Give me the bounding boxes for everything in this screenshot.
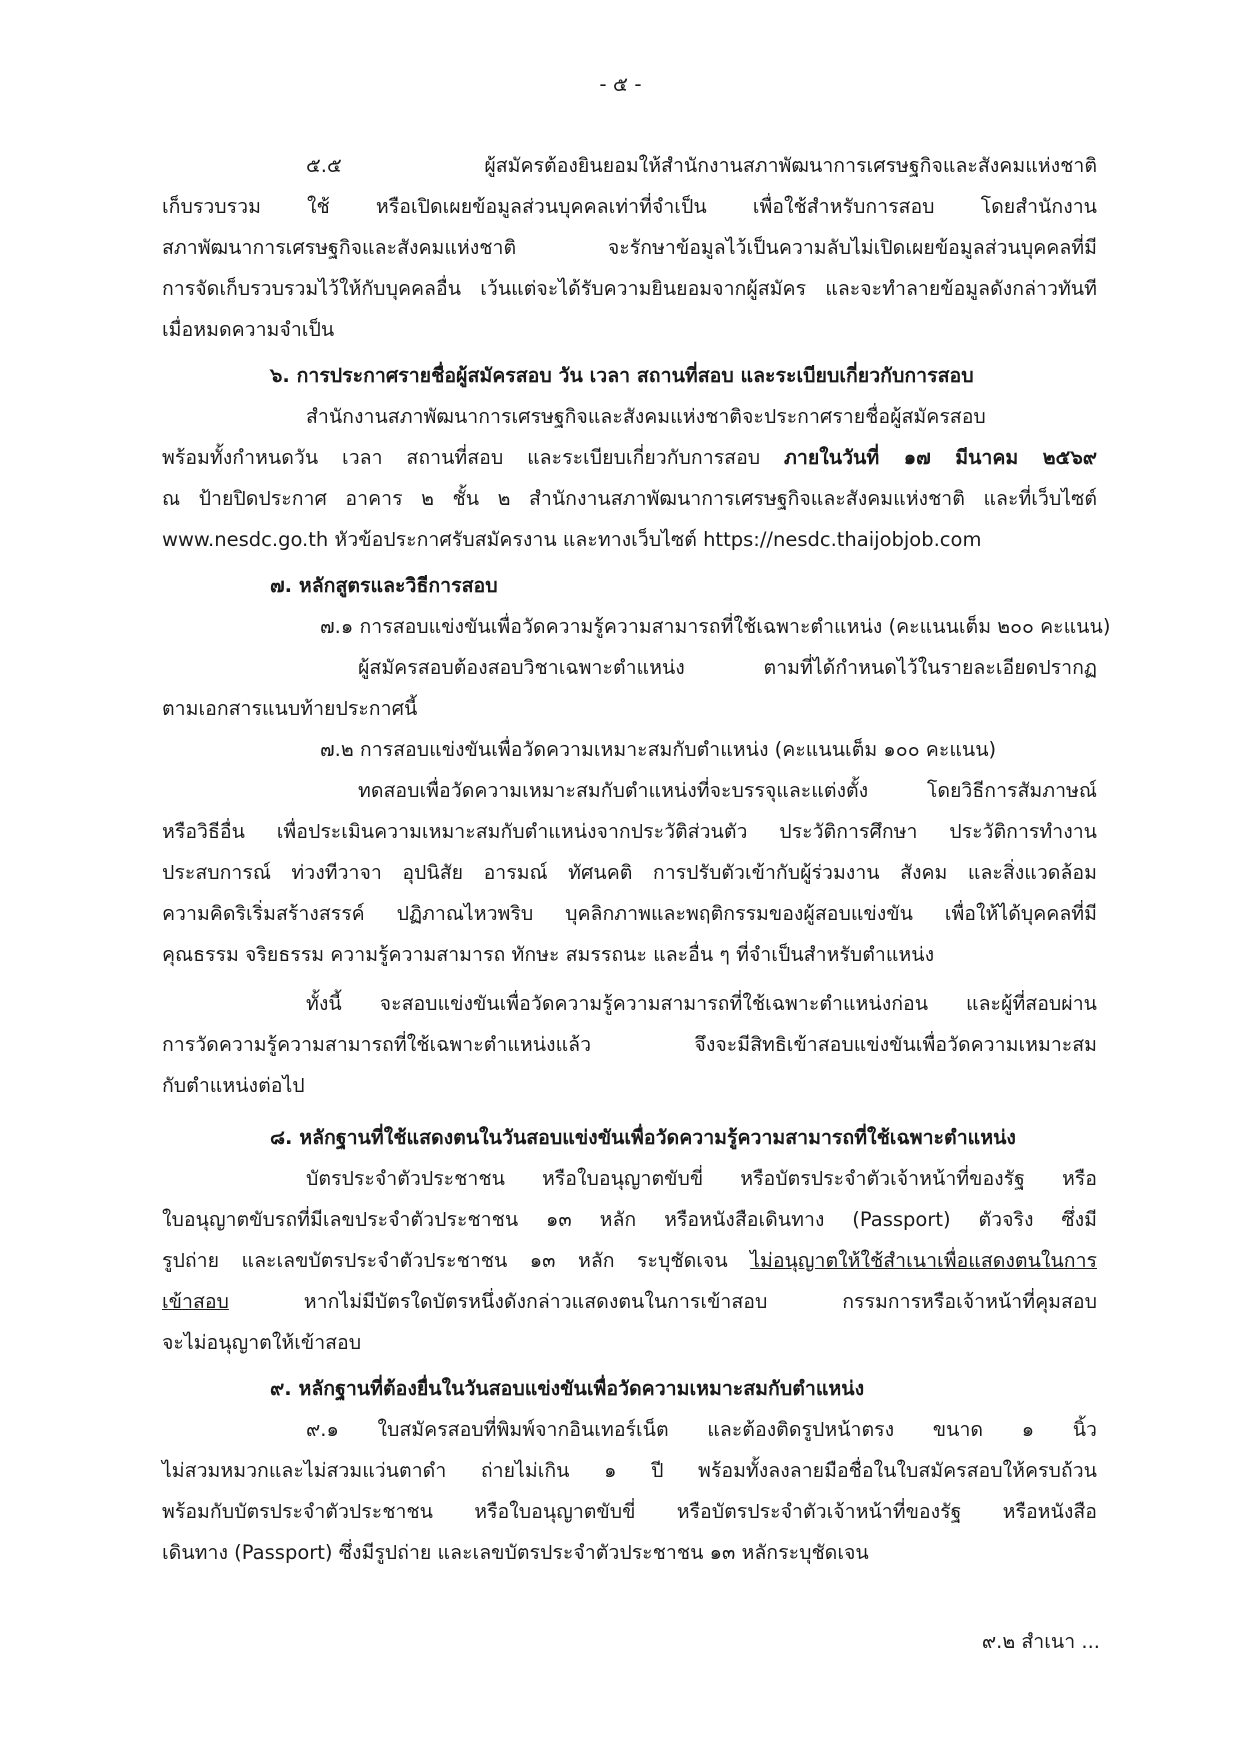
- s7-2-line-4: ความคิดริเริ่มสร้างสรรค์ ปฏิภาณไหวพริบ บุคลิกภาพและพฤติกรรมของผู้สอบแข่งขัน เพื่อให้ได้บุคคลที่มี: [162, 902, 1097, 925]
- s5-5-line-5: เมื่อหมดความจำเป็น: [162, 318, 335, 341]
- s8-line-4: เข้าสอบ หากไม่มีบัตรใดบัตรหนึ่งดังกล่าวแสดงตนในการเข้าสอบ กรรมการหรือเจ้าหน้าที่คุมสอบ: [162, 1290, 1097, 1313]
- s6-heading: ๖. การประกาศรายชื่อผู้สมัครสอบ วัน เวลา สถานที่สอบ และระเบียบเกี่ยวกับการสอบ: [270, 364, 974, 387]
- s6-line-3: ณ ป้ายปิดประกาศ อาคาร ๒ ชั้น ๒ สำนักงานสภาพัฒนาการเศรษฐกิจและสังคมแห่งชาติ และที่เว็บไซต์: [162, 487, 1097, 510]
- s6-line-1: สำนักงานสภาพัฒนาการเศรษฐกิจและสังคมแห่งชาติจะประกาศรายชื่อผู้สมัครสอบ: [306, 405, 986, 428]
- s7-1-heading: ๗.๑ การสอบแข่งขันเพื่อวัดความรู้ความสามารถที่ใช้เฉพาะตำแหน่ง (คะแนนเต็ม ๒๐๐ คะแนน): [320, 615, 1111, 638]
- page-number: - ๕ -: [599, 72, 642, 96]
- s5-5-line-1: ๕.๕ ผู้สมัครต้องยินยอมให้สำนักงานสภาพัฒนาการเศรษฐกิจและสังคมแห่งชาติ: [306, 154, 1097, 177]
- s8-heading: ๘. หลักฐานที่ใช้แสดงตนในวันสอบแข่งขันเพื่อวัดความรู้ความสามารถที่ใช้เฉพาะตำแหน่ง: [270, 1126, 1016, 1149]
- s9-line-2: ไม่สวมหมวกและไม่สวมแว่นตาดำ ถ่ายไม่เกิน ๑ ปี พร้อมทั้งลงลายมือชื่อในใบสมัครสอบให้ครบถ้วน: [162, 1459, 1097, 1482]
- s7-2-line-3: ประสบการณ์ ท่วงทีวาจา อุปนิสัย อารมณ์ ทัศนคติ การปรับตัวเข้ากับผู้ร่วมงาน สังคม และสิ่งแวดล้อม: [162, 861, 1097, 884]
- next-page-continuation: ๙.๒ สำเนา ...: [981, 1630, 1100, 1653]
- s7-2-line-2: หรือวิธีอื่น เพื่อประเมินความเหมาะสมกับตำแหน่งจากประวัติส่วนตัว ประวัติการศึกษา ประวัติการทำงาน: [162, 820, 1097, 843]
- s7-1-line-1: ผู้สมัครสอบต้องสอบวิชาเฉพาะตำแหน่ง ตามที่ได้กำหนดไว้ในรายละเอียดปรากฏ: [358, 656, 1097, 679]
- s7-note-line-1: ทั้งนี้ จะสอบแข่งขันเพื่อวัดความรู้ความสามารถที่ใช้เฉพาะตำแหน่งก่อน และผู้ที่สอบผ่าน: [306, 992, 1097, 1015]
- s7-heading: ๗. หลักสูตรและวิธีการสอบ: [270, 574, 498, 597]
- s9-line-1: ๙.๑ ใบสมัครสอบที่พิมพ์จากอินเทอร์เน็ต และต้องติดรูปหน้าตรง ขนาด ๑ นิ้ว: [306, 1418, 1097, 1441]
- s7-2-heading: ๗.๒ การสอบแข่งขันเพื่อวัดความเหมาะสมกับตำแหน่ง (คะแนนเต็ม ๑๐๐ คะแนน): [320, 738, 997, 761]
- s7-note-line-3: กับตำแหน่งต่อไป: [162, 1074, 305, 1097]
- s7-note-line-2: การวัดความรู้ความสามารถที่ใช้เฉพาะตำแหน่งแล้ว จึงจะมีสิทธิเข้าสอบแข่งขันเพื่อวัดความเหมาะสม: [162, 1033, 1097, 1056]
- s8-exam-entry: เข้าสอบ: [162, 1290, 229, 1313]
- s8-line-3: รูปถ่าย และเลขบัตรประจำตัวประชาชน ๑๓ หลัก ระบุชัดเจน ไม่อนุญาตให้ใช้สำเนาเพื่อแสดงตนในการ: [162, 1249, 1097, 1272]
- s9-line-3: พร้อมกับบัตรประจำตัวประชาชน หรือใบอนุญาตขับขี่ หรือบัตรประจำตัวเจ้าหน้าที่ของรัฐ หรือหนังสือ: [162, 1500, 1097, 1523]
- s6-line-2: พร้อมทั้งกำหนดวัน เวลา สถานที่สอบ และระเบียบเกี่ยวกับการสอบ ภายในวันที่ ๑๗ มีนาคม ๒๕๖๙: [162, 446, 1097, 469]
- s8-line-5: จะไม่อนุญาตให้เข้าสอบ: [162, 1331, 362, 1354]
- s9-line-4: เดินทาง (Passport) ซึ่งมีรูปถ่าย และเลขบัตรประจำตัวประชาชน ๑๓ หลักระบุชัดเจน: [162, 1541, 869, 1564]
- s5-5-line-4: การจัดเก็บรวบรวมไว้ให้กับบุคคลอื่น เว้นแต่จะได้รับความยินยอมจากผู้สมัคร และจะทำลายข้อมูลดังกล่าวทันที: [162, 277, 1097, 300]
- s9-heading: ๙. หลักฐานที่ต้องยื่นในวันสอบแข่งขันเพื่อวัดความเหมาะสมกับตำแหน่ง: [270, 1377, 865, 1400]
- s7-2-line-1: ทดสอบเพื่อวัดความเหมาะสมกับตำแหน่งที่จะบรรจุและแต่งตั้ง โดยวิธีการสัมภาษณ์: [358, 779, 1097, 802]
- s7-2-line-5: คุณธรรม จริยธรรม ความรู้ความสามารถ ทักษะ สมรรถนะ และอื่น ๆ ที่จำเป็นสำหรับตำแหน่ง: [162, 943, 935, 966]
- s5-5-line-2: เก็บรวบรวม ใช้ หรือเปิดเผยข้อมูลส่วนบุคคลเท่าที่จำเป็น เพื่อใช้สำหรับการสอบ โดยสำนักงาน: [162, 195, 1097, 218]
- s6-line-4: www.nesdc.go.th หัวข้อประกาศรับสมัครงาน และทางเว็บไซต์ https://nesdc.thaijobjob.com: [162, 528, 982, 551]
- s5-5-line-3: สภาพัฒนาการเศรษฐกิจและสังคมแห่งชาติ จะรักษาข้อมูลไว้เป็นความลับไม่เปิดเผยข้อมูลส่วนบุคคลที่มี: [162, 236, 1097, 259]
- s6-deadline: ภายในวันที่ ๑๗ มีนาคม ๒๕๖๙: [784, 446, 1097, 469]
- s8-line-2: ใบอนุญาตขับรถที่มีเลขประจำตัวประชาชน ๑๓ หลัก หรือหนังสือเดินทาง (Passport) ตัวจริง ซึ่งมี: [162, 1208, 1097, 1231]
- s8-line-1: บัตรประจำตัวประชาชน หรือใบอนุญาตขับขี่ หรือบัตรประจำตัวเจ้าหน้าที่ของรัฐ หรือ: [306, 1167, 1097, 1190]
- s8-copy-prohibition: ไม่อนุญาตให้ใช้สำเนาเพื่อแสดงตนในการ: [750, 1249, 1097, 1272]
- s7-1-line-2: ตามเอกสารแนบท้ายประกาศนี้: [162, 697, 418, 720]
